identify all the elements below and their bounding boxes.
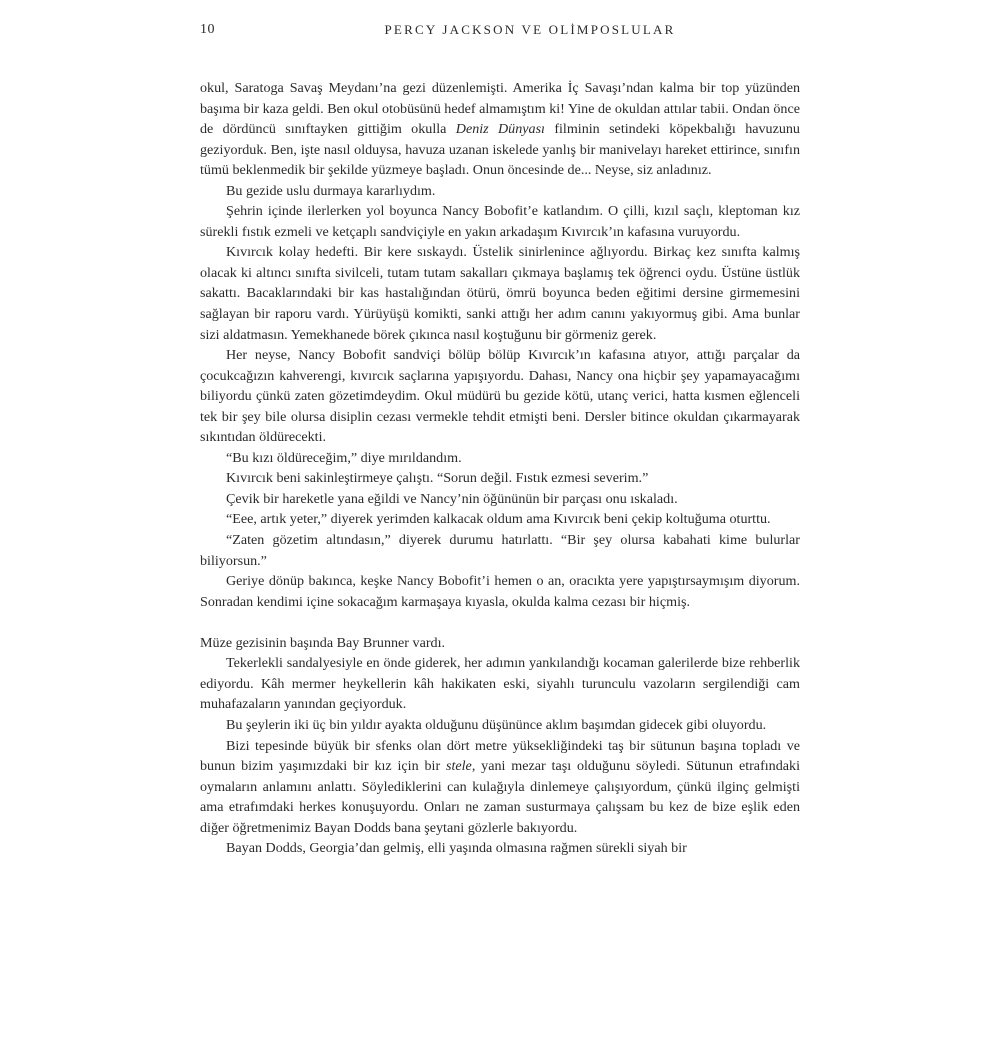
italic-term: stele (445, 758, 472, 775)
section-start-paragraph: Müze gezisinin başında Bay Brunner vardı. (200, 634, 446, 651)
paragraph: Her neyse, Nancy Bobofit sandviçi bölüp bölüp Kıvırcık’ın kafasına atıyor, attığı parçalar da çocukcağızın kahverengi, kıvırcık saçlarına yapışıyordu. Dahası, Nancy ona hiçbir şey yapamayacağımı biliyordu çünkü zaten gözetimdeydim. Okul müdürü bu gezide kötü, utanç verici, hatta kısmen eğlenceli tek bir şey bile olursa disiplin cezası vermekle tehdit etmişti beni. Dersler bitince okuldan çıkarmayarak sıkıntıdan öldürecekti. (200, 347, 800, 446)
paragraph: Geriye dönüp bakınca, keşke Nancy Bobofit’i hemen o an, oracıkta yere yapıştırsaymışım diyorum. Sonradan kendimi içine sokacağım karmaşaya kıyasla, okulda kalma cezası bir hiçmiş. (200, 573, 800, 610)
page-number: 10 (200, 22, 215, 37)
book-title: PERCY JACKSON VE OLİMPOSLULAR (384, 22, 676, 37)
running-head (200, 22, 800, 46)
paragraph: “Bu kızı öldüreceğim,” diye mırıldandım. (226, 449, 462, 466)
paragraph: okul, Saratoga Savaş Meydanı’na gezi düzenlemişti. Amerika İç Savaşı’ndan kalma bir top yüzünden başıma bir kaza geldi. Ben okul otobüsünü hedef almamıştım ki! Yine de okuldan attılar tabii. Ondan önce de dördüncü sınıftayken gittiğim okulla Deniz Dünyası filminin setindeki köpekbalığı havuzunu geziyorduk. Ben, işte nasıl olduysa, havuza uzanan iskelede yanlış bir manivelayı hareket ettirince, sınıfın tümü beklenmedik bir şekilde yüzmeye başladı. Onun öncesinde de... Neyse, siz anladınız. (200, 80, 800, 179)
paragraph: Şehrin içinde ilerlerken yol boyunca Nancy Bobofit’e katlandım. O çilli, kızıl saçlı, kleptoman kız sürekli fıstık ezmeli ve ketçaplı sandviçiyle en yakın arkadaşım Kıvırcık’ın kafasına vuruyordu. (200, 203, 800, 240)
paragraph: “Eee, artık yeter,” diyerek yerimden kalkacak oldum ama Kıvırcık beni çekip koltuğuma oturttu. (226, 511, 771, 528)
paragraph: Bayan Dodds, Georgia’dan gelmiş, elli yaşında olmasına rağmen sürekli siyah bir (226, 840, 687, 857)
paragraph: Bizi tepesinde büyük bir sfenks olan dört metre yüksekliğindeki taş bir sütunun başına topladı ve bunun bizim yaşımızdaki bir kız için bir stele, yani mezar taşı olduğunu söyledi. Sütunun etrafındaki oymaların anlamını anlattı. Söylediklerini can kulağıyla dinlemeye çalışıyordum, çünkü ilginç gelmişti ama etrafımdaki herkes konuşuyordu. Onları ne zaman susturmaya çalışsam bu kez de bize eşlik eden diğer öğretmenimiz Bayan Dodds bana şeytani gözlerle bakıyordu. (200, 737, 800, 836)
italic-title: Deniz Dünyası (455, 121, 545, 138)
paragraph: Çevik bir hareketle yana eğildi ve Nancy’nin öğününün bir parçası onu ıskaladı. (226, 490, 678, 507)
paragraph: Bu gezide uslu durmaya kararlıydım. (226, 182, 436, 199)
paragraph: Kıvırcık beni sakinleştirmeye çalıştı. “Sorun değil. Fıstık ezmesi severim.” (226, 470, 649, 487)
paragraph: “Zaten gözetim altındasın,” diyerek durumu hatırlattı. “Bir şey olursa kabahati kime bulurlar biliyorsun.” (200, 532, 800, 569)
paragraph: Kıvırcık kolay hedefti. Bir kere sıskaydı. Üstelik sinirlenince ağlıyordu. Birkaç kez sınıfta kalmış olacak ki altıncı sınıfta sivilceli, tutam tutam sakalları çıkmaya başlamış tek öğrenci oydu. Üstüne üstlük sakattı. Bacaklarındaki bir kas hastalığından ötürü, ömrü boyunca beden eğitimi dersine girmemesini sağlayan bir raporu vardı. Yürüyüşü komikti, sanki attığı her adım canını yakıyormuş gibi. Ama bunlar sizi aldatmasın. Yemekhanede börek çıkınca nasıl koştuğunu bir görmeniz gerek. (200, 244, 800, 343)
paragraph: Tekerlekli sandalyesiyle en önde giderek, her adımın yankılandığı kocaman galerilerde bize rehberlik ediyordu. Kâh mermer heykellerin kâh hakikaten eski, siyahlı turunculu vazoların sergilendiği cam muhafazaların yanından geçiyorduk. (200, 655, 800, 713)
paragraph: Bu şeylerin iki üç bin yıldır ayakta olduğunu düşününce aklım başımdan gidecek gibi oluyordu. (226, 716, 767, 733)
body-text (200, 78, 800, 859)
